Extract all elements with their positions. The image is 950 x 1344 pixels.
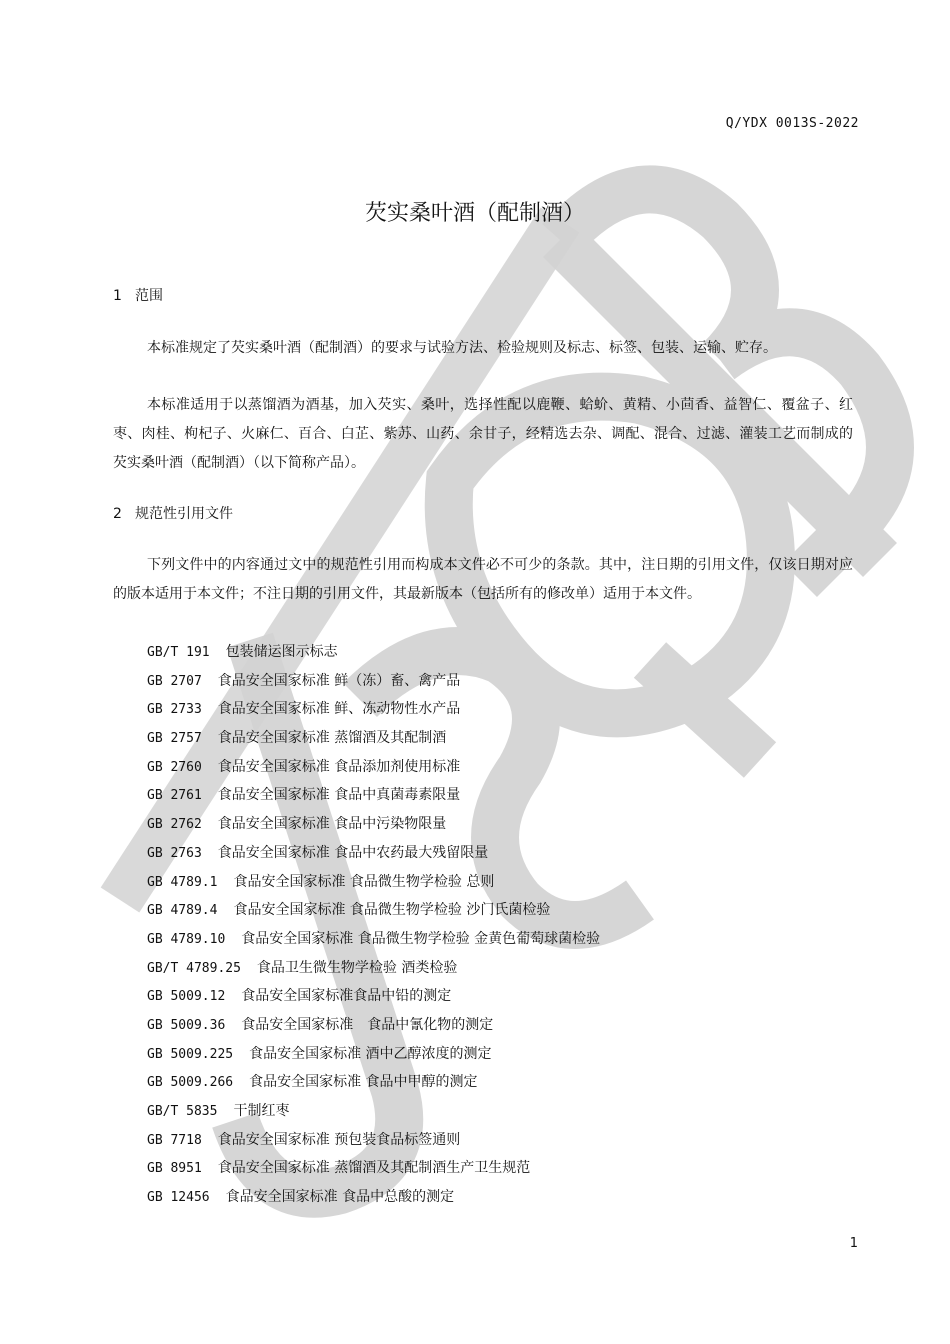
reference-title: 食品安全国家标准 鲜（冻）畜、禽产品 [217, 672, 461, 689]
reference-item [147, 1011, 600, 1040]
reference-code: GB 2762 [147, 817, 202, 833]
reference-item [147, 1097, 600, 1126]
scope-paragraph-2: 本标准适用于以蒸馏酒为酒基，加入芡实、桑叶，选择性配以鹿鞭、蛤蚧、黄精、小茴香、益智仁、覆盆子、红枣、肉桂、枸杞子、火麻仁、百合、白芷、紫苏、山药、余甘子，经精选去杂、调配、混合、过滤、灌装工艺而制成的芡实桑叶酒（配制酒）（以下简称产品）。 [113, 397, 853, 471]
reference-item [147, 810, 600, 839]
reference-title: 食品安全国家标准 食品添加剂使用标准 [217, 758, 461, 775]
reference-item [147, 638, 600, 667]
reference-code: GB 4789.4 [147, 903, 218, 919]
reference-item [147, 1126, 600, 1155]
reference-item [147, 1068, 600, 1097]
reference-title: 食品安全国家标准 食品中农药最大残留限量 [217, 844, 489, 861]
reference-item [147, 839, 600, 868]
reference-code: GB/T 5835 [147, 1104, 218, 1119]
reference-code: GB 2733 [147, 702, 202, 718]
reference-title: 干制红枣 [233, 1103, 290, 1119]
reference-code: GB/T 4789.25 [147, 960, 241, 976]
watermark-letter-b [560, 189, 890, 580]
reference-item [147, 1154, 600, 1183]
reference-title: 食品安全国家标准 蒸馏酒及其配制酒生产卫生规范 [217, 1160, 531, 1177]
reference-code: GB 12456 [147, 1190, 210, 1206]
reference-title: 食品安全国家标准食品中铅的测定 [241, 988, 452, 1005]
section-title: 范围 [135, 288, 163, 304]
reference-item [147, 982, 600, 1011]
reference-title: 食品安全国家标准 食品中总酸的测定 [225, 1189, 455, 1206]
reference-title: 食品安全国家标准 食品中甲醇的测定 [249, 1074, 478, 1091]
reference-title: 食品安全国家标准 蒸馏酒及其配制酒 [217, 730, 447, 747]
section-number: 2 [113, 506, 122, 522]
normative-references-paragraph: 下列文件中的内容通过文中的规范性引用而构成本文件必不可少的条款。其中，注日期的引用文件，仅该日期对应的版本适用于本文件；不注日期的引用文件，其最新版本（包括所有的修改单）适用于本文件。 [113, 557, 853, 602]
reference-title: 食品安全国家标准 食品中氰化物的测定 [241, 1016, 494, 1033]
reference-code: GB 7718 [147, 1132, 202, 1148]
reference-code: GB 2760 [147, 759, 202, 775]
reference-item [147, 781, 600, 810]
reference-code: GB 2761 [147, 788, 202, 804]
reference-item [147, 1183, 600, 1212]
reference-code: GB/T 191 [147, 645, 210, 660]
reference-item [147, 724, 600, 753]
reference-item [147, 667, 600, 696]
watermark-letter-q-tail [650, 660, 760, 760]
reference-code: GB 5009.225 [147, 1046, 234, 1062]
reference-code: GB 8951 [147, 1161, 202, 1177]
reference-code: GB 4789.1 [147, 874, 218, 890]
section-number: 1 [113, 288, 122, 304]
reference-code: GB 2763 [147, 845, 202, 861]
reference-title: 食品安全国家标准 食品微生物学检验 沙门氏菌检验 [233, 902, 551, 919]
reference-title: 食品安全国家标准 酒中乙醇浓度的测定 [249, 1045, 492, 1062]
reference-code: GB 4789.10 [147, 931, 226, 947]
reference-item [147, 954, 600, 983]
reference-item [147, 1040, 600, 1069]
reference-code: GB 5009.266 [147, 1075, 234, 1091]
reference-code: GB 5009.36 [147, 1017, 226, 1033]
reference-title: 食品安全国家标准 食品中污染物限量 [217, 816, 447, 833]
reference-code: GB 2757 [147, 731, 202, 747]
reference-title: 包装储运图示标志 [225, 644, 338, 660]
reference-code: GB 5009.12 [147, 989, 226, 1005]
section-1-heading [113, 285, 163, 305]
reference-item [147, 868, 600, 897]
reference-code: GB 2707 [147, 673, 202, 689]
section-title: 规范性引用文件 [135, 506, 233, 522]
reference-title: 食品安全国家标准 食品微生物学检验 总则 [233, 873, 495, 890]
reference-title: 食品安全国家标准 食品微生物学检验 金黄色葡萄球菌检验 [241, 930, 601, 947]
document-title: 芡实桑叶酒（配制酒） [364, 201, 585, 226]
reference-title: 食品安全国家标准 食品中真菌毒素限量 [217, 787, 461, 804]
reference-title: 食品卫生微生物学检验 酒类检验 [256, 959, 458, 976]
page-number: 1 [849, 1236, 858, 1251]
reference-item [147, 753, 600, 782]
reference-title: 食品安全国家标准 预包装食品标签通则 [217, 1131, 461, 1148]
reference-item [147, 695, 600, 724]
document-code: Q/YDX 0013S-2022 [725, 116, 859, 131]
section-2-heading [113, 503, 233, 523]
reference-item [147, 896, 600, 925]
reference-title: 食品安全国家标准 鲜、冻动物性水产品 [217, 701, 461, 718]
reference-item [147, 925, 600, 954]
scope-paragraph-1: 本标准规定了芡实桑叶酒（配制酒）的要求与试验方法、检验规则及标志、标签、包装、运输、贮存。 [147, 340, 777, 356]
reference-list [147, 638, 600, 1212]
